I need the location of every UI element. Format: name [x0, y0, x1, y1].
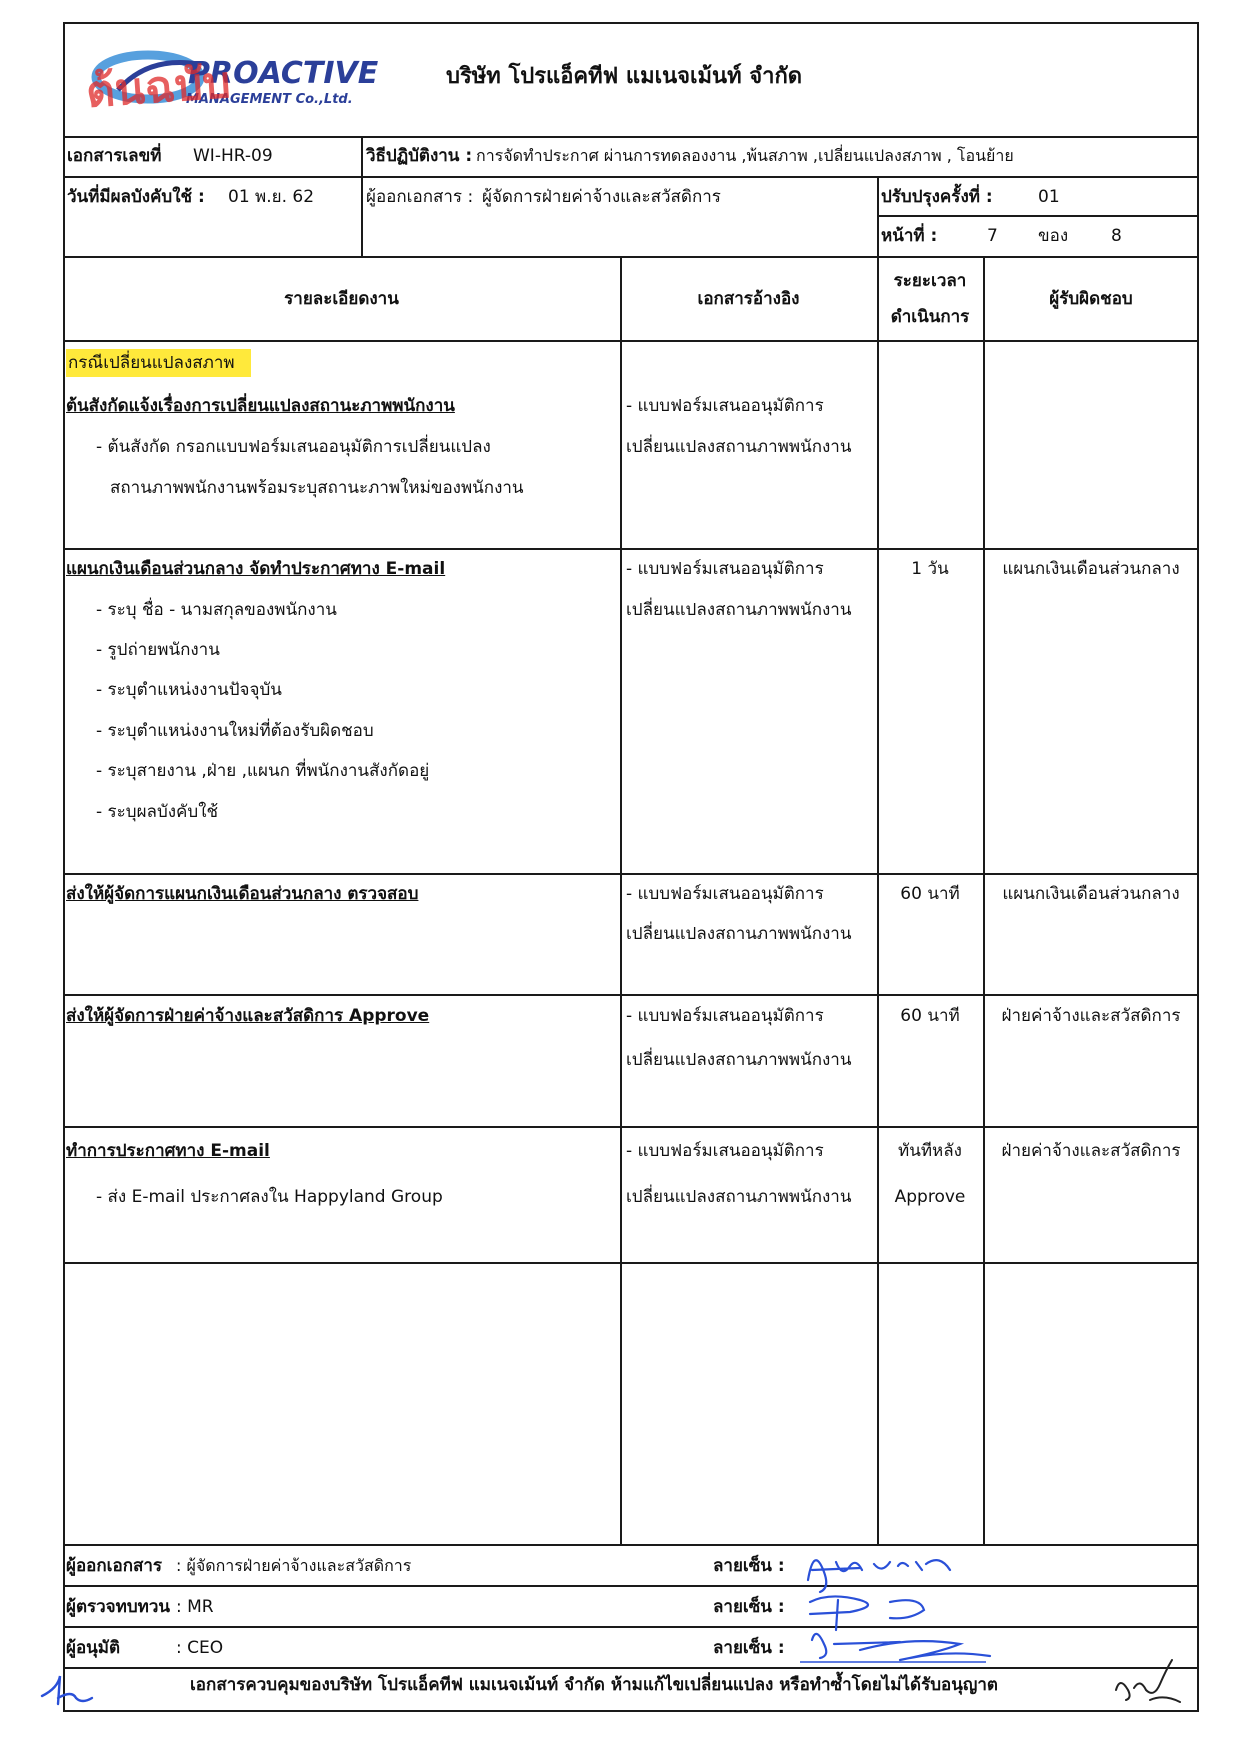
initials-mark-icon — [38, 1668, 98, 1708]
signoff-approver: : CEO — [176, 1638, 224, 1658]
signature-label: ลายเซ็น : — [713, 1597, 785, 1617]
page-label: หน้าที่ : — [881, 226, 938, 246]
row-reference: - แบบฟอร์มเสนออนุมัติการ — [626, 1006, 824, 1026]
header-detail: รายละเอียดงาน — [284, 289, 399, 309]
company-title: บริษัท โปรแอ็คทีฟ แมเนจเม้นท์ จำกัด — [446, 64, 803, 89]
row-item: - ต้นสังกัด กรอกแบบฟอร์มเสนออนุมัติการเปลี่ยนแปลง — [96, 437, 491, 457]
doc-no: WI-HR-09 — [193, 146, 273, 166]
row-reference: - แบบฟอร์มเสนออนุมัติการ — [626, 396, 824, 416]
row-duration: 60 นาที — [900, 1006, 960, 1026]
section-label: กรณีเปลี่ยนแปลงสภาพ — [66, 352, 251, 374]
page-total: 8 — [1111, 226, 1122, 246]
signoff-reviewer: : MR — [176, 1597, 214, 1617]
signature-label: ลายเซ็น : — [713, 1638, 785, 1658]
row-owner: แผนกเงินเดือนส่วนกลาง — [1002, 884, 1180, 904]
row-item: - ระบุ ชื่อ - นามสกุลของพนักงาน — [96, 600, 337, 620]
row-reference: เปลี่ยนแปลงสถานภาพพนักงาน — [626, 437, 852, 457]
row-heading: ทำการประกาศทาง E-mail — [66, 1141, 270, 1161]
row-duration: Approve — [894, 1187, 966, 1207]
row-heading: ส่งให้ผู้จัดการแผนกเงินเดือนส่วนกลาง ตรวจสอบ — [66, 884, 419, 904]
row-duration: ทันทีหลัง — [898, 1141, 962, 1161]
row-reference: - แบบฟอร์มเสนออนุมัติการ — [626, 884, 824, 904]
original-stamp: ต้นฉบับ — [84, 57, 233, 118]
row-item: - ระบุตำแหน่งงานปัจจุบัน — [96, 680, 282, 700]
effective-date-label: วันที่มีผลบังคับใช้ : — [67, 187, 205, 207]
initials-signature-icon — [1110, 1650, 1190, 1710]
row-duration: 60 นาที — [900, 884, 960, 904]
page-of-label: ของ — [1038, 226, 1069, 246]
row-item: - ส่ง E-mail ประกาศลงใน Happyland Group — [96, 1187, 443, 1207]
procedure-label: วิธีปฏิบัติงาน : — [366, 146, 473, 166]
row-reference: - แบบฟอร์มเสนออนุมัติการ — [626, 559, 824, 579]
revision-number: 01 — [1038, 187, 1060, 207]
handwritten-signatures — [790, 1540, 1090, 1670]
row-reference: เปลี่ยนแปลงสถานภาพพนักงาน — [626, 1050, 852, 1070]
page-number: 7 — [987, 226, 998, 246]
row-reference: เปลี่ยนแปลงสถานภาพพนักงาน — [626, 600, 852, 620]
signoff-issuer: : ผู้จัดการฝ่ายค่าจ้างและสวัสดิการ — [176, 1556, 412, 1575]
row-reference: เปลี่ยนแปลงสถานภาพพนักงาน — [626, 924, 852, 944]
header-owner: ผู้รับผิดชอบ — [1049, 289, 1133, 309]
row-item: - ระบุสายงาน ,ฝ่าย ,แผนก ที่พนักงานสังกัดอยู่ — [96, 761, 430, 781]
row-heading: ต้นสังกัดแจ้งเรื่องการเปลี่ยนแปลงสถานะภาพพนักงาน — [66, 396, 455, 416]
row-heading: แผนกเงินเดือนส่วนกลาง จัดทำประกาศทาง E-mail — [66, 559, 446, 579]
row-owner: ฝ่ายค่าจ้างและสวัสดิการ — [1001, 1141, 1181, 1161]
row-reference: - แบบฟอร์มเสนออนุมัติการ — [626, 1141, 824, 1161]
row-reference: เปลี่ยนแปลงสถานภาพพนักงาน — [626, 1187, 852, 1207]
row-item: - ระบุผลบังคับใช้ — [96, 802, 219, 822]
row-heading: ส่งให้ผู้จัดการฝ่ายค่าจ้างและสวัสดิการ Approve — [66, 1006, 430, 1026]
revision-label: ปรับปรุงครั้งที่ : — [881, 187, 993, 207]
header-duration-line2: ดำเนินการ — [890, 307, 970, 327]
row-owner: ฝ่ายค่าจ้างและสวัสดิการ — [1001, 1006, 1181, 1026]
row-item: สถานภาพพนักงานพร้อมระบุสถานะภาพใหม่ของพนักงาน — [110, 478, 524, 498]
signature-label: ลายเซ็น : — [713, 1556, 785, 1576]
signoff-issuer-label: ผู้ออกเอกสาร — [66, 1556, 163, 1576]
signoff-reviewer-label: ผู้ตรวจทบทวน — [66, 1597, 171, 1617]
row-owner: แผนกเงินเดือนส่วนกลาง — [1002, 559, 1180, 579]
issuer-label: ผู้ออกเอกสาร : — [366, 187, 474, 207]
document-page — [63, 22, 1199, 1712]
header-duration-line1: ระยะเวลา — [893, 271, 967, 291]
footer-notice: เอกสารควบคุมของบริษัท โปรแอ็คทีฟ แมเนจเม้นท์ จำกัด ห้ามแก้ไขเปลี่ยนแปลง หรือทำซ้ำโดยไม่ได้รับอนุญาต — [190, 1675, 998, 1695]
procedure-title: การจัดทำประกาศ ผ่านการทดลองงาน ,พ้นสภาพ ,เปลี่ยนแปลงสภาพ , โอนย้าย — [476, 146, 1014, 165]
logo-subtitle: MANAGEMENT Co.,Ltd. — [186, 92, 353, 107]
row-duration: 1 วัน — [911, 559, 949, 579]
logo-name: PROACTIVE — [188, 56, 379, 91]
row-item: - รูปถ่ายพนักงาน — [96, 640, 220, 660]
effective-date: 01 พ.ย. 62 — [228, 187, 315, 207]
row-item: - ระบุตำแหน่งงานใหม่ที่ต้องรับผิดชอบ — [96, 721, 374, 741]
doc-no-label: เอกสารเลขที่ — [67, 146, 162, 166]
header-reference: เอกสารอ้างอิง — [697, 289, 800, 309]
issuer-name: ผู้จัดการฝ่ายค่าจ้างและสวัสดิการ — [482, 187, 721, 207]
signoff-approver-label: ผู้อนุมัติ — [66, 1638, 121, 1658]
